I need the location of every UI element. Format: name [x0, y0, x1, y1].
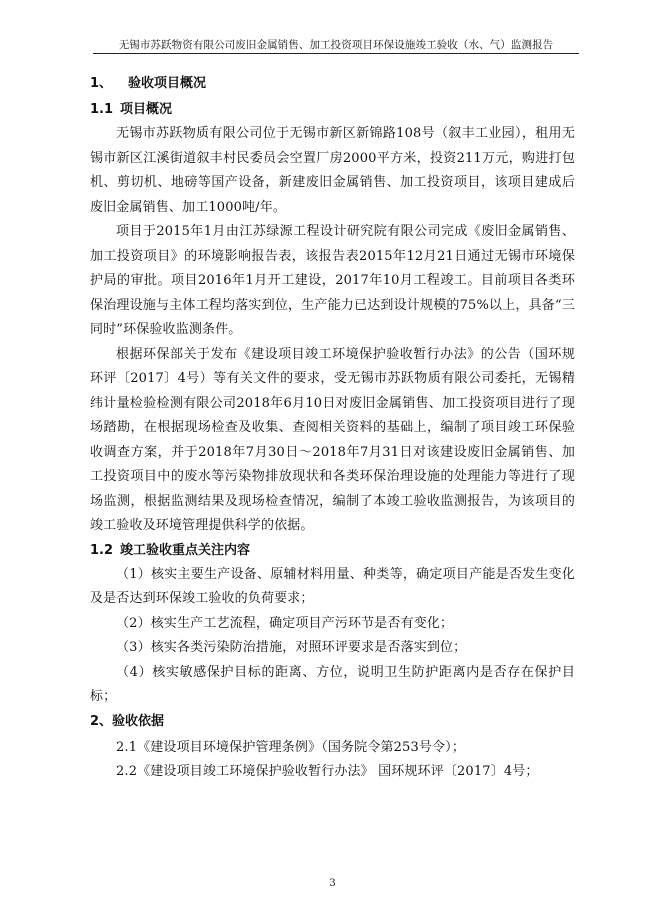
section-1-1-heading: [90, 98, 575, 122]
section-2-title: 验收依据: [112, 713, 165, 729]
page-header: 无锡市苏跃物资有限公司废旧金属销售、加工投资项目环保设施竣工验收（水、气）监测报告: [118, 39, 554, 51]
focus-item-3: （3）核实各类污染防治措施，对照环评要求是否落实到位；: [116, 640, 467, 655]
section-2-number: 2、: [90, 713, 113, 729]
section-2-heading: [90, 710, 575, 734]
basis-item-2-1: 2.1《建设项目环境保护管理条例》（国务院令第253号令）；: [116, 739, 465, 755]
focus-item-1: （1）核实主要生产设备、原辅材料用量、种类等，确定项目产能是否发生变化及是否达到环保竣工验收的负荷要求；: [90, 566, 575, 606]
document-body: [90, 72, 575, 785]
header-divider: [93, 53, 579, 54]
focus-item-4: （4）核实敏感保护目标的距离、方位，说明卫生防护距离内是否存在保护目标；: [90, 664, 575, 704]
basis-item-2-2: 2.2《建设项目竣工环境保护验收暂行办法》 国环规环评〔2017〕4号；: [116, 764, 539, 779]
section-1-1-title: 项目概况: [120, 102, 173, 117]
section-1-2-heading: [90, 539, 575, 563]
section-1-number: 1、: [90, 76, 113, 91]
paragraph-monitoring-basis: 根据环保部关于发布《建设项目竣工环境保护验收暂行办法》的公告（国环规环评〔2017〕4号）等有关文件的要求，受无锡市苏跃物质有限公司委托，无锡精纬计量检验检测有限公司2018年6月10日对废旧金属销售、加工投资项目进行了现场踏勘，在根据现场检查及收集、查阅相关资料的基础上，编制了项目竣工环保验收调查方案，并于2018年7月30日～2018年7月31日对该建设废旧金属销售、加工投资项目中的废水等污染物排放现状和各类环保治理设施的处理能力等进行了现场监测，根据监测结果及现场检查情况，编制了本竣工验收监测报告，为该项目的竣工验收及环境管理提供科学的依据。: [90, 346, 575, 533]
section-1-1-number: 1.1: [90, 102, 114, 117]
paragraph-project-overview: 无锡市苏跃物质有限公司位于无锡市新区新锦路108号（叙丰工业园），租用无锡市新区江溪街道叙丰村民委员会空置厂房2000平方米，投资211万元，购进打包机、剪切机、地磅等国产设备，新建废旧金属销售、加工投资项目，该项目建成后废旧金属销售、加工1000吨/年。: [90, 126, 575, 215]
page-number: 3: [329, 878, 336, 889]
paragraph-eia-approval: 项目于2015年1月由江苏绿源工程设计研究院有限公司完成《废旧金属销售、加工投资项目》的环境影响报告表，该报告表2015年12月21日通过无锡市环境保护局的审批。项目2016年1月开工建设，2017年10月工程竣工。目前项目各类环保治理设施与主体工程均落实到位，生产能力已达到设计规模的75%以上，具备“三同时”环保验收监测条件。: [90, 224, 575, 337]
focus-item-2: （2）核实生产工艺流程，确定项目产污环节是否有变化；: [116, 615, 454, 631]
section-1-heading: [90, 72, 575, 96]
section-1-2-title: 竣工验收重点关注内容: [120, 542, 251, 558]
section-1-title: 验收项目概况: [128, 76, 207, 91]
section-1-2-number: 1.2: [90, 542, 114, 558]
